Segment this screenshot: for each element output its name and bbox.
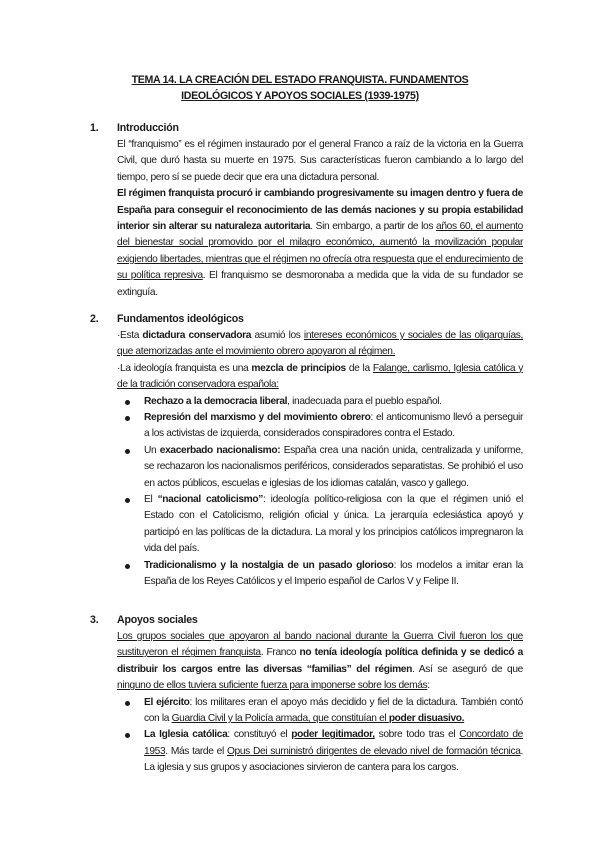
list-item — [117, 558, 523, 591]
item-text: . La iglesia y sus grupos y asociaciones sirvieron de cantera para los cargos. — [144, 745, 523, 774]
bold-text: Represión del marxismo y del movimiento obrero — [144, 412, 371, 424]
underlined-text: intereses económicos y sociales de las oligarquías, que atemorizadas ante el movimiento obrero apoyaron al régimen. — [117, 330, 523, 358]
item-text: El — [144, 494, 158, 506]
paragraph-text: El “franquismo” es el régimen instaurado por el general Franco a raíz de la victoria en la Guerra Civil, que duró hasta su muerte en 1975. Sus características fueron cambiando a lo largo del tiempo, pero sí se puede decir que era una dictadura personal. — [117, 139, 523, 183]
paragraph-text: ·Esta — [117, 330, 143, 341]
title-line-2: IDEOLÓGICOS Y APOYOS SOCIALES (1939-1975) — [181, 90, 419, 102]
bold-text: El ejército — [144, 696, 190, 708]
section-heading-text: Fundamentos ideológicos — [117, 313, 244, 325]
list-item — [117, 695, 523, 728]
item-text: , inadecuada para el pueblo español. — [287, 395, 442, 407]
underlined-text: años 60, el aumento del bienestar social promovido por el milagro económico, aumentó la movilización popular exigiendo libertades, mientras que el régimen no ofrecía otra respuesta que el endurecimiento de su política represiva — [117, 221, 523, 282]
bold-underlined-text: poder legitimador, — [291, 729, 375, 741]
item-text: : constituyó el — [227, 729, 292, 741]
document-title — [90, 72, 510, 104]
item-text: : los modelos a imitar eran la España de los Reyes Católicos y el Imperio español de Carlos V y Felipe II. — [144, 559, 523, 588]
section-heading-text: Introducción — [117, 122, 179, 134]
bold-text: “nacional catolicismo” — [157, 494, 263, 506]
paragraph-text: de la — [345, 362, 373, 374]
paragraph — [117, 186, 523, 301]
section-introduccion-body — [117, 137, 523, 301]
section-heading-introduccion — [90, 122, 179, 134]
section-apoyos-body — [117, 629, 523, 777]
bullet-icon — [125, 564, 130, 569]
paragraph — [117, 629, 523, 695]
underlined-text: Opus Dei suministró dirigentes de elevado nivel de formación técnica — [226, 745, 521, 757]
bold-text: no tenía ideología política definida y se dedicó a distribuir los cargos entre las diversas “familias” del régimen — [117, 647, 523, 675]
bullet-icon — [125, 498, 130, 503]
item-text: Un — [144, 444, 160, 456]
list-item — [117, 410, 523, 443]
paragraph — [117, 328, 523, 361]
paragraph-text: asumió los — [251, 330, 304, 341]
underlined-text: ninguno de ellos tuviera suficiente fuerza para imponerse sobre los demás — [117, 680, 428, 692]
item-text: : ideología político-religiosa con la que el régimen unió el Estado con el Catolicismo, religión oficial y única. La jerarquía eclesiástica apoyó y participó en las políticas de la dictadura. La moral y los principios católicos impregnaron la vida del país. — [144, 494, 523, 555]
item-text: : el anticomunismo llevó a perseguir a los activistas de izquierda, considerados conspiradores contra el Estado. — [144, 412, 523, 440]
paragraph-text: . Franco — [260, 647, 300, 659]
section-number: 2. — [90, 313, 99, 325]
section-fundamentos-body — [117, 328, 523, 591]
title-line-1: TEMA 14. LA CREACIÓN DEL ESTADO FRANQUISTA. FUNDAMENTOS — [131, 74, 469, 86]
bold-text: dictadura conservadora — [142, 330, 252, 341]
ideology-list — [117, 394, 523, 591]
item-text: . Más tarde el — [165, 745, 227, 757]
section-heading-fundamentos — [90, 313, 244, 325]
bold-text: Tradicionalismo y la nostalgia de un pasado glorioso — [144, 559, 394, 571]
list-item — [117, 727, 523, 776]
list-item — [117, 394, 523, 410]
list-item — [117, 443, 523, 492]
section-number: 1. — [90, 122, 99, 134]
underlined-text: Guardia Civil y la Policía armada, que constituían el — [171, 713, 389, 725]
underlined-text: Falange, carlismo, Iglesia católica y de la tradición conservadora española: — [117, 362, 524, 391]
bold-underlined-text: poder disuasivo. — [388, 713, 465, 725]
item-text: : los militares eran el apoyo más decidido y fiel de la dictadura. También contó con la — [144, 696, 523, 725]
bullet-icon — [125, 400, 130, 405]
bold-text: La Iglesia católica — [144, 729, 228, 741]
paragraph-text: . Sin embargo, a partir de los — [310, 221, 437, 233]
section-heading-apoyos — [90, 614, 198, 626]
bullet-icon — [125, 733, 130, 738]
paragraph-text: . El franquismo se desmoronaba a medida que la vida de su fundador se extinguía. — [117, 270, 523, 298]
social-support-list — [117, 695, 523, 777]
underlined-text: Concordato de 1953 — [144, 729, 523, 757]
list-item — [117, 492, 523, 558]
bold-text: Rechazo a la democracia liberal — [144, 395, 288, 407]
bold-text: El régimen franquista procuró ir cambiando progresivamente su imagen dentro y fuera de España para conseguir el reconocimiento de las demás naciones y su propia estabilidad interior sin alterar su naturaleza autoritaria — [117, 188, 523, 233]
bold-text: exacerbado nacionalismo: — [159, 444, 281, 456]
paragraph-text: . Así se aseguró de que — [411, 663, 523, 675]
item-text: sobre todo tras el — [374, 729, 460, 741]
paragraph — [117, 361, 523, 394]
underlined-text: Los grupos sociales que apoyaron al bando nacional durante la Guerra Civil fueron los que sustituyeron el régimen franquista — [117, 631, 523, 659]
paragraph-text: ·La ideología franquista es una — [117, 362, 252, 374]
paragraph-text: : — [427, 680, 430, 692]
bullet-icon — [125, 416, 130, 421]
paragraph — [117, 137, 523, 186]
bullet-icon — [125, 449, 130, 454]
item-text: España crea una nación unida, centralizada y uniforme, se rechazaron los nacionalismos periféricos, considerados separatistas. Se prohibió el uso en actos públicos, escuelas e iglesias de los idiomas catalán, vasco y gallego. — [144, 444, 523, 489]
section-heading-text: Apoyos sociales — [117, 614, 198, 626]
bold-text: mezcla de principios — [251, 362, 346, 374]
bullet-icon — [125, 701, 130, 706]
section-number: 3. — [90, 614, 99, 626]
